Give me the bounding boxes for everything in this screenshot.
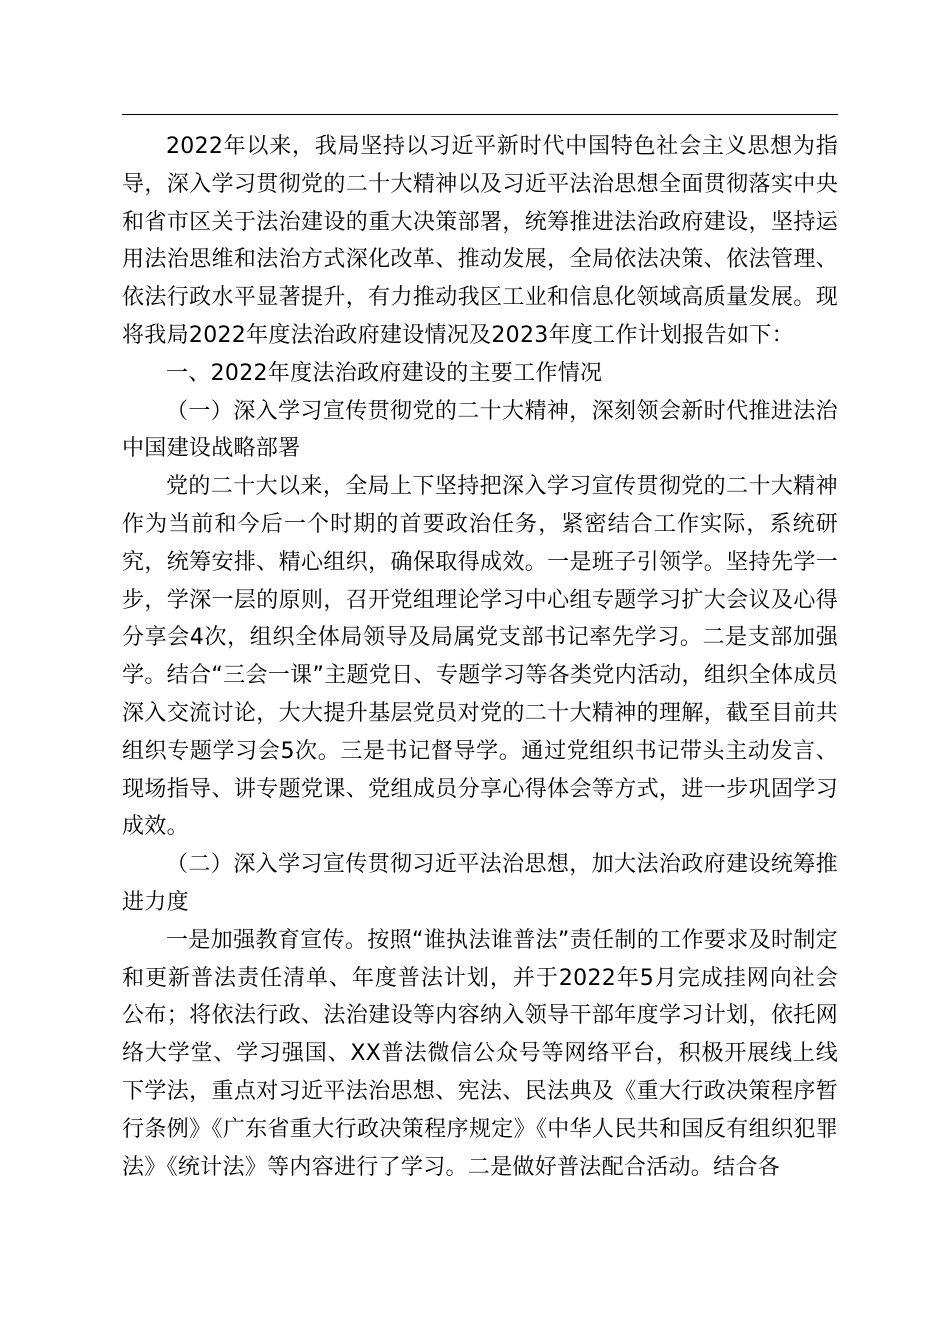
body-paragraph-2: 一是加强教育宣传。按照“谁执法谁普法”责任制的工作要求及时制定和更新普法责任清单、年度普法计划，并于2022年5月完成挂网向社会公布；将依法行政、法治建设等内容纳入领导干部年度学习计划，依托网络大学堂、学习强国、XX普法微信公众号等网络平台，积极开展线上线下学法，重点对习近平法治思想、宪法、民法典及《重大行政决策程序暂行条例》《广东省重大行政决策程序规定》《中华人民共和国反有组织犯罪法》《统计法》等内容进行了学习。二是做好普法配合活动。结合各 <box>122 927 838 1180</box>
section-heading-1: 一、2022年度法治政府建设的主要工作情况 <box>166 360 603 386</box>
body-paragraph-1: 党的二十大以来，全局上下坚持把深入学习宣传贯彻党的二十大精神作为当前和今后一个时期的首要政治任务，紧密结合工作实际，系统研究，统筹安排、精心组织，确保取得成效。一是班子引领学。坚持先学一步，学深一层的原则，召开党组理论学习中心组专题学习扩大会议及心得分享会4次，组织全体局领导及局属党支部书记率先学习。二是支部加强学。结合“三会一课”主题党日、专题学习等各类党内活动，组织全体成员深入交流讨论，大大提升基层党员对党的二十大精神的理解，截至目前共组织专题学习会5次。三是书记督导学。通过党组织书记带头主动发言、现场指导、讲专题党课、党组成员分享心得体会等方式，进一步巩固学习成效。 <box>122 474 838 840</box>
subsection-heading-1: （一）深入学习宣传贯彻党的二十大精神，深刻领会新时代推进法治中国建设战略部署 <box>122 398 838 462</box>
intro-paragraph: 2022年以来，我局坚持以习近平新时代中国特色社会主义思想为指导，深入学习贯彻党的二十大精神以及习近平法治思想全面贯彻落实中央和省市区关于法治建设的重大决策部署，统筹推进法治政府建设，坚持运用法治思维和法治方式深化改革、推动发展，全局依法决策、依法管理、依法行政水平显著提升，有力推动我区工业和信息化领域高质量发展。现将我局2022年度法治政府建设情况及2023年度工作计划报告如下： <box>122 134 838 348</box>
header-rule <box>122 114 838 115</box>
document-body <box>122 128 838 1186</box>
subsection-heading-2: （二）深入学习宣传贯彻习近平法治思想，加大法治政府建设统筹推进力度 <box>122 852 838 915</box>
